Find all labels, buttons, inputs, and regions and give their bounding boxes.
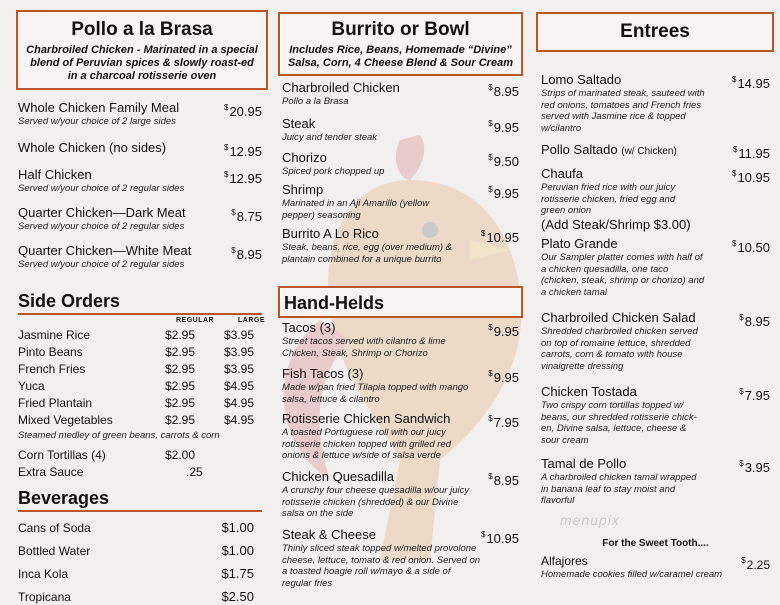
burrito-header — [278, 12, 523, 76]
side-name: Pinto Beans — [18, 345, 83, 359]
item-name: Alfajores — [541, 554, 588, 568]
item-desc: Juicy and tender steak — [282, 132, 378, 143]
beverages-section — [18, 487, 262, 603]
side-name: French Fries — [18, 362, 86, 376]
entrees-title: Entrees — [620, 21, 690, 42]
entree-item — [541, 166, 770, 236]
item-desc: Made w/pan fried Tilapia topped with mango salsa, lettuce & cilantro — [282, 382, 469, 405]
side-name: Jasmine Rice — [18, 328, 91, 342]
beverage-name: Cans of Soda — [18, 521, 91, 535]
burrito-item — [282, 226, 519, 282]
handhelds-header — [278, 286, 523, 318]
item-name: Quarter Chicken—Dark Meat — [18, 205, 186, 220]
pollo-title: Pollo a la Brasa — [71, 19, 213, 40]
handheld-item — [282, 527, 519, 589]
item-price: $8.95 — [488, 83, 519, 99]
side-regular-price: $2.95 — [165, 413, 196, 427]
handhelds-list — [282, 320, 519, 589]
item-price: $8.95 — [488, 472, 519, 488]
item-name: Steak & Cheese — [282, 527, 376, 542]
item-name: Pollo Saltado (w/ Chicken) — [541, 142, 677, 157]
side-large-price: $3.95 — [224, 328, 255, 342]
large-label: LARGE — [238, 317, 265, 324]
item-extra: (Add Steak/Shrimp $3.00) — [541, 216, 691, 232]
item-price: $10.95 — [732, 169, 770, 185]
extra-price: $2.00 — [165, 448, 196, 462]
item-price: $8.95 — [739, 313, 770, 329]
item-desc: Served w/your choice of 2 large sides — [18, 116, 176, 127]
item-price: $9.95 — [488, 119, 519, 135]
item-desc: Peruvian fried rice with our juicy rotisserie chicken, fried egg and green onion — [541, 182, 676, 216]
item-price: $8.75 — [231, 208, 262, 224]
burrito-item — [282, 150, 519, 182]
side-row — [18, 412, 262, 429]
side-row — [18, 327, 262, 344]
side-orders-title: Side Orders — [18, 291, 121, 311]
entrees-header — [536, 12, 774, 52]
side-row — [18, 378, 262, 395]
item-name: Whole Chicken Family Meal — [18, 100, 180, 115]
side-name: Yuca — [18, 379, 45, 393]
veg-note: Steamed medley of green beans, carrots & corn — [18, 430, 220, 441]
item-price: $9.95 — [488, 185, 519, 201]
watermark: menupix — [560, 512, 620, 528]
burrito-item — [282, 116, 519, 150]
item-name: Whole Chicken (no sides) — [18, 140, 167, 155]
item-name: Burrito A Lo Rico — [282, 226, 379, 241]
pollo-item — [18, 140, 262, 167]
item-price: $14.95 — [732, 75, 770, 91]
sweet-item — [541, 553, 770, 583]
beverage-price: $2.50 — [221, 589, 254, 604]
side-row — [18, 395, 262, 412]
item-desc: Two crispy corn tortillas topped w/ beans, our shredded rotisserie chick-en, Divine salsa, lettuce, cheese & sour cream — [541, 400, 697, 446]
side-row — [18, 344, 262, 361]
entree-item — [541, 142, 770, 166]
handhelds-title: Hand-Helds — [284, 293, 385, 313]
pollo-header — [16, 10, 268, 90]
extra-row — [18, 464, 262, 481]
item-name: Shrimp — [282, 182, 324, 197]
item-price: $8.95 — [231, 246, 262, 262]
item-desc: A charbroiled chicken tamal wrapped in banana leaf to stay moist and flavorful — [541, 472, 697, 506]
side-large-price: $4.95 — [224, 413, 255, 427]
side-regular-price: $2.95 — [165, 345, 196, 359]
entree-item — [541, 384, 770, 456]
item-price: $2.25 — [741, 556, 770, 572]
side-row — [18, 361, 262, 378]
item-price: $7.95 — [739, 387, 770, 403]
item-price: $9.50 — [488, 153, 519, 169]
item-price: $10.50 — [732, 239, 770, 255]
burrito-title: Burrito or Bowl — [331, 19, 470, 40]
pollo-item — [18, 100, 262, 140]
item-name: Steak — [282, 116, 316, 131]
sweet-section — [541, 538, 770, 583]
item-name: Fish Tacos (3) — [282, 366, 364, 381]
side-large-price: $4.95 — [224, 379, 255, 393]
pollo-list — [18, 100, 262, 281]
pollo-item — [18, 167, 262, 205]
side-regular-price: $2.95 — [165, 362, 196, 376]
item-price: $7.95 — [488, 414, 519, 430]
item-name: Quarter Chicken—White Meat — [18, 243, 192, 258]
burrito-item — [282, 80, 519, 116]
extra-name: Extra Sauce — [18, 465, 84, 479]
item-desc: Homemade cookies filled w/caramel cream — [541, 569, 723, 580]
extra-name: Corn Tortillas (4) — [18, 448, 106, 462]
regular-label: REGULAR — [176, 317, 215, 324]
item-name: Rotisserie Chicken Sandwich — [282, 411, 451, 426]
pollo-subtitle: Charbroiled Chicken - Marinated in a special blend of Peruvian spices & slowly roast-ed in a charcoal rotisserie oven — [26, 44, 258, 82]
beverage-row — [18, 566, 262, 589]
item-desc: Served w/your choice of 2 regular sides — [18, 259, 185, 270]
beverages-title: Beverages — [18, 488, 110, 508]
entree-item — [541, 310, 770, 384]
item-name: Chaufa — [541, 166, 583, 181]
side-regular-price: $2.95 — [165, 379, 196, 393]
burrito-item — [282, 182, 519, 226]
side-large-price: $3.95 — [224, 362, 255, 376]
item-price: $3.95 — [739, 459, 770, 475]
item-price: $12.95 — [224, 170, 262, 186]
entree-item — [541, 236, 770, 310]
item-price: $10.95 — [481, 530, 519, 546]
item-name: Plato Grande — [541, 236, 618, 251]
extra-price: .25 — [186, 465, 203, 479]
item-desc: Shredded charbroiled chicken served on top of romaine lettuce, shredded carrots, corn & tomato with house vinaigrette dressing — [541, 326, 698, 372]
item-note: (w/ Chicken) — [621, 146, 677, 157]
item-price: $12.95 — [224, 143, 262, 159]
handheld-item — [282, 320, 519, 366]
burrito-subtitle: Includes Rice, Beans, Homemade “Divine” Salsa, Corn, 4 Cheese Blend & Sour Cream — [288, 44, 513, 69]
side-orders-header — [18, 315, 265, 327]
item-desc: Served w/your choice of 2 regular sides — [18, 183, 185, 194]
handheld-item — [282, 469, 519, 527]
side-orders-section — [18, 290, 265, 481]
item-price: $9.95 — [488, 369, 519, 385]
side-large-price: $4.95 — [224, 396, 255, 410]
item-desc: Pollo a la Brasa — [282, 96, 349, 107]
item-desc: Steak, beans, rice, egg (over medium) & plantain combined for a unique burrito — [282, 242, 453, 265]
item-name: Charbroiled Chicken Salad — [541, 310, 696, 325]
entree-item — [541, 72, 770, 142]
beverage-row — [18, 589, 262, 603]
item-name: Tacos (3) — [282, 320, 336, 335]
beverage-price: $1.00 — [221, 543, 254, 558]
item-desc: Thinly sliced steak topped w/melted provolone cheese, lettuce, tomato & red onion. Served on a toasted hoagie roll w/mayo & a side of regular fries — [282, 543, 481, 589]
item-desc: Marinated in an Aji Amarillo (yellow pepper) seasoning — [282, 198, 430, 221]
side-large-price: $3.95 — [224, 345, 255, 359]
item-desc: Spiced pork chopped up — [282, 166, 385, 177]
sweet-heading: For the Sweet Tooth.... — [602, 538, 709, 549]
beverage-row — [18, 543, 262, 566]
beverage-row — [18, 520, 262, 543]
pollo-item — [18, 205, 262, 243]
burrito-list — [282, 80, 519, 282]
item-price: $20.95 — [224, 103, 262, 119]
side-regular-price: $2.95 — [165, 328, 196, 342]
beverage-price: $1.75 — [221, 566, 254, 581]
side-name: Mixed Vegetables — [18, 413, 113, 427]
item-price: $10.95 — [481, 229, 519, 245]
item-name: Lomo Saltado — [541, 72, 622, 87]
beverage-name: Inca Kola — [18, 567, 69, 581]
item-price: $9.95 — [488, 323, 519, 339]
entrees-list — [541, 72, 770, 512]
entree-item — [541, 456, 770, 512]
item-name: Chicken Quesadilla — [282, 469, 395, 484]
divider — [18, 510, 262, 512]
beverage-name: Tropicana — [18, 590, 71, 604]
item-desc: Served w/your choice of 2 regular sides — [18, 221, 185, 232]
beverage-price: $1.00 — [221, 520, 254, 535]
pollo-item — [18, 243, 262, 281]
handheld-item — [282, 366, 519, 411]
side-regular-price: $2.95 — [165, 396, 196, 410]
item-desc: Strips of marinated steak, sauteed with red onions, tomatoes and French fries served with Jasmine rice & topped w/cilantro — [541, 88, 705, 134]
item-desc: A toasted Portuguese roll with our juicy rotisserie chicken topped with grilled red onions & lettuce w/side of salsa verde — [282, 427, 451, 461]
item-desc: A crunchy four cheese quesadilla w/our juicy rotisserie chicken (shredded) & our Divine salsa on the side — [282, 485, 470, 519]
item-desc: Our Sampler platter comes with half of a chicken quesadilla, one taco (chicken, steak, shrimp or chorizo) and a chicken tamal — [541, 252, 705, 298]
item-name: Chorizo — [282, 150, 327, 165]
side-name: Fried Plantain — [18, 396, 93, 410]
item-name: Charbroiled Chicken — [282, 80, 400, 95]
item-name: Tamal de Pollo — [541, 456, 627, 471]
item-name: Chicken Tostada — [541, 384, 637, 399]
item-price: $11.95 — [732, 145, 770, 161]
item-desc: Street tacos served with cilantro & lime Chicken, Steak, Shrimp or Chorizo — [282, 336, 446, 359]
item-name: Half Chicken — [18, 167, 92, 182]
beverage-name: Bottled Water — [18, 544, 91, 558]
handheld-item — [282, 411, 519, 469]
extra-row — [18, 447, 262, 464]
